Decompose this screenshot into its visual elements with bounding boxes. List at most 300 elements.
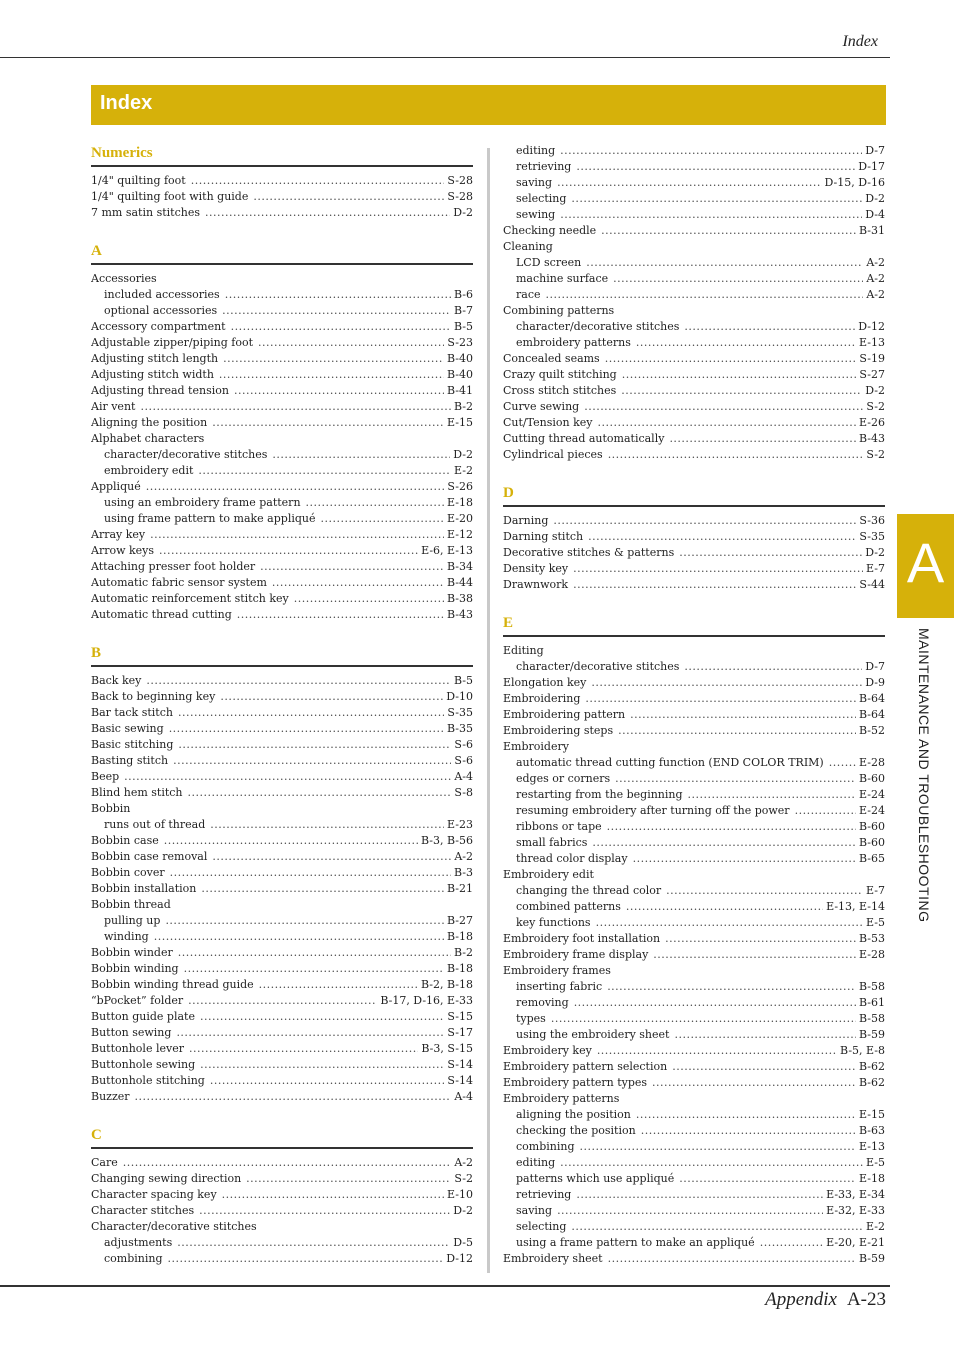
index-entry <box>91 721 473 737</box>
dot-leader <box>259 977 418 993</box>
entry-page: E-10 <box>447 1188 473 1201</box>
dot-leader <box>641 1123 856 1139</box>
dot-leader <box>684 319 855 335</box>
section-gap <box>91 1105 473 1125</box>
entry-text: restarting from the beginning <box>516 788 683 801</box>
entry-page: D-4 <box>865 208 885 221</box>
entry-text: character/decorative stitches <box>516 660 680 673</box>
index-entry <box>91 753 473 769</box>
index-entry <box>91 335 473 351</box>
entry-text: Air vent <box>91 400 136 413</box>
entry-page: B-7 <box>453 304 473 317</box>
entry-text: inserting fabric <box>516 980 603 993</box>
dot-leader <box>306 495 445 511</box>
index-entry <box>91 673 473 689</box>
section-heading: D <box>503 483 885 507</box>
entry-page: D-2 <box>453 1204 473 1217</box>
entry-text: “bPocket” folder <box>91 994 184 1007</box>
index-entry <box>91 993 473 1009</box>
entry-text: combined patterns <box>516 900 621 913</box>
dot-leader <box>178 945 451 961</box>
entry-text: Elongation key <box>503 676 587 689</box>
section-heading: B <box>91 643 473 667</box>
entry-text: Adjustable zipper/piping foot <box>91 336 254 349</box>
index-entry <box>91 591 473 607</box>
dot-leader <box>551 1011 856 1027</box>
dot-leader <box>164 833 418 849</box>
index-entry <box>503 739 885 755</box>
dot-leader <box>560 1155 863 1171</box>
dot-leader <box>605 351 857 367</box>
entry-page: S-2 <box>866 400 885 413</box>
entry-page: B-58 <box>858 1012 885 1025</box>
dot-leader <box>201 881 444 897</box>
index-entry <box>503 1075 885 1091</box>
index-entry <box>91 1219 473 1235</box>
entry-page: B-2 <box>453 946 473 959</box>
entry-text: machine surface <box>516 272 609 285</box>
entry-page: D-12 <box>446 1252 473 1265</box>
entry-page: D-7 <box>865 660 885 673</box>
section-heading: E <box>503 613 885 637</box>
entry-text: key functions <box>516 916 591 929</box>
index-entry <box>91 319 473 335</box>
entry-text: Buttonhole lever <box>91 1042 184 1055</box>
entry-page: S-23 <box>447 336 473 349</box>
index-entry <box>503 931 885 947</box>
index-subentry <box>503 175 885 191</box>
entry-text: Embroidery frame display <box>503 948 649 961</box>
dot-leader <box>154 929 444 945</box>
entry-text: Cleaning <box>503 240 553 253</box>
index-subentry <box>503 319 885 335</box>
entry-text: Care <box>91 1156 118 1169</box>
dot-leader <box>124 769 451 785</box>
entry-text: combining <box>516 1140 575 1153</box>
index-entry <box>91 881 473 897</box>
entry-page: B-3, S-15 <box>421 1042 473 1055</box>
entry-text: Aligning the position <box>91 416 208 429</box>
dot-leader <box>237 607 444 623</box>
entry-page: D-9 <box>865 676 885 689</box>
dot-leader <box>760 1235 823 1251</box>
dot-leader <box>553 513 856 529</box>
index-subentry <box>503 1235 885 1251</box>
entry-text: sewing <box>516 208 556 221</box>
dot-leader <box>177 1235 450 1251</box>
section-gap <box>503 593 885 613</box>
index-entry <box>503 1091 885 1107</box>
entry-page: B-21 <box>446 882 473 895</box>
entry-text: Automatic fabric sensor system <box>91 576 267 589</box>
dot-leader <box>636 1107 856 1123</box>
index-subentry <box>91 817 473 833</box>
index-subentry <box>503 883 885 899</box>
page-title: Index <box>100 92 153 114</box>
index-entry <box>503 545 885 561</box>
entry-page: B-3, B-56 <box>421 834 473 847</box>
index-entry <box>503 447 885 463</box>
dot-leader <box>608 1251 856 1267</box>
dot-leader <box>618 723 856 739</box>
dot-leader <box>199 1203 450 1219</box>
index-entry <box>91 479 473 495</box>
dot-leader <box>652 1075 856 1091</box>
index-subentry <box>91 913 473 929</box>
entry-page: E-28 <box>859 756 885 769</box>
entry-text: selecting <box>516 192 567 205</box>
entry-page: B-52 <box>858 724 885 737</box>
dot-leader <box>225 287 451 303</box>
entry-text: removing <box>516 996 569 1009</box>
entry-page: A-2 <box>454 1156 473 1169</box>
entry-page: E-28 <box>859 948 885 961</box>
entry-page: B-62 <box>858 1060 885 1073</box>
entry-text: embroidery edit <box>104 464 194 477</box>
index-entry <box>91 189 473 205</box>
entry-text: Button guide plate <box>91 1010 195 1023</box>
index-entry <box>503 867 885 883</box>
entry-text: Combining patterns <box>503 304 615 317</box>
index-entry <box>503 561 885 577</box>
entry-page: E-13 <box>859 336 885 349</box>
dot-leader <box>150 527 444 543</box>
entry-page: S-8 <box>454 786 473 799</box>
index-entry <box>91 367 473 383</box>
entry-text: Character stitches <box>91 1204 195 1217</box>
index-subentry <box>91 929 473 945</box>
index-subentry <box>503 287 885 303</box>
entry-text: Character/decorative stitches <box>91 1220 257 1233</box>
dot-leader <box>795 803 856 819</box>
entry-page: B-65 <box>858 852 885 865</box>
entry-text: saving <box>516 1204 553 1217</box>
index-entry <box>503 399 885 415</box>
entry-page: B-44 <box>446 576 473 589</box>
dot-leader <box>168 1251 444 1267</box>
dot-leader <box>205 205 450 221</box>
index-entry <box>91 543 473 559</box>
dot-leader <box>146 673 451 689</box>
index-entry <box>91 785 473 801</box>
entry-page: B-60 <box>858 820 885 833</box>
entry-text: Beep <box>91 770 120 783</box>
index-subentry <box>503 979 885 995</box>
index-subentry <box>503 1011 885 1027</box>
entry-page: E-2 <box>866 1220 885 1233</box>
dot-leader <box>146 479 445 495</box>
entry-text: Basting stitch <box>91 754 169 767</box>
entry-page: E-18 <box>859 1172 885 1185</box>
entry-text: Darning stitch <box>503 530 584 543</box>
entry-page: E-7 <box>866 562 885 575</box>
entry-page: A-2 <box>454 850 473 863</box>
dot-leader <box>684 659 862 675</box>
entry-page: E-5 <box>866 1156 885 1169</box>
dot-leader <box>294 591 444 607</box>
dot-leader <box>591 675 862 691</box>
dot-leader <box>321 511 445 527</box>
entry-page: S-14 <box>447 1058 473 1071</box>
entry-text: Basic stitching <box>91 738 174 751</box>
index-column-right <box>503 143 885 1267</box>
index-subentry <box>503 995 885 1011</box>
dot-leader <box>165 913 444 929</box>
index-entry <box>91 173 473 189</box>
entry-text: Embroidery sheet <box>503 1252 603 1265</box>
dot-leader <box>231 319 451 335</box>
index-entry <box>91 271 473 287</box>
entry-text: editing <box>516 144 556 157</box>
index-entry <box>503 513 885 529</box>
entry-page: A-4 <box>454 770 473 783</box>
entry-page: B-41 <box>446 384 473 397</box>
entry-text: Embroidering pattern <box>503 708 626 721</box>
index-subentry <box>503 851 885 867</box>
entry-page: B-53 <box>858 932 885 945</box>
running-header: Index <box>842 33 878 50</box>
dot-leader <box>573 561 863 577</box>
index-entry <box>91 1171 473 1187</box>
dot-leader <box>184 961 444 977</box>
index-entry <box>91 399 473 415</box>
index-subentry <box>503 1203 885 1219</box>
footer-rule <box>0 1285 890 1287</box>
entry-text: Darning <box>503 514 549 527</box>
entry-page: B-63 <box>858 1124 885 1137</box>
entry-text: Buzzer <box>91 1090 130 1103</box>
index-entry <box>91 559 473 575</box>
dot-leader <box>621 383 862 399</box>
index-subentry <box>503 803 885 819</box>
entry-text: 1/4" quilting foot with guide <box>91 190 249 203</box>
page-number: A-23 <box>846 1289 886 1310</box>
entry-page: S-14 <box>447 1074 473 1087</box>
column-divider <box>487 148 490 1273</box>
dot-leader <box>210 817 444 833</box>
dot-leader <box>586 255 863 271</box>
entry-page: B-38 <box>446 592 473 605</box>
index-entry <box>503 691 885 707</box>
index-entry <box>91 897 473 913</box>
index-subentry <box>91 495 473 511</box>
index-subentry <box>503 787 885 803</box>
entry-text: Concealed seams <box>503 352 600 365</box>
index-entry <box>503 529 885 545</box>
index-subentry <box>91 287 473 303</box>
entry-page: D-2 <box>865 384 885 397</box>
entry-text: Adjusting stitch length <box>91 352 219 365</box>
index-subentry <box>503 143 885 159</box>
entry-page: E-24 <box>859 788 885 801</box>
entry-text: runs out of thread <box>104 818 206 831</box>
dot-leader <box>592 835 856 851</box>
entry-text: Density key <box>503 562 569 575</box>
entry-text: Buttonhole stitching <box>91 1074 205 1087</box>
entry-text: small fabrics <box>516 836 588 849</box>
index-entry <box>91 705 473 721</box>
index-entry <box>91 1041 473 1057</box>
index-subentry <box>503 1187 885 1203</box>
entry-page: D-7 <box>865 144 885 157</box>
entry-text: Buttonhole sewing <box>91 1058 196 1071</box>
index-entry <box>91 865 473 881</box>
entry-page: D-2 <box>453 206 473 219</box>
dot-leader <box>219 367 444 383</box>
entry-page: D-17 <box>858 160 885 173</box>
entry-text: character/decorative stitches <box>516 320 680 333</box>
entry-page: E-12 <box>447 528 473 541</box>
index-subentry <box>503 1139 885 1155</box>
entry-page: B-64 <box>858 708 885 721</box>
entry-text: Checking needle <box>503 224 597 237</box>
footer-section: Appendix <box>765 1289 837 1310</box>
entry-page: E-15 <box>447 416 473 429</box>
dot-leader <box>188 993 377 1009</box>
entry-text: Cut/Tension key <box>503 416 593 429</box>
entry-text: Bobbin thread <box>91 898 171 911</box>
index-subentry <box>503 819 885 835</box>
entry-page: B-34 <box>446 560 473 573</box>
entry-text: Editing <box>503 644 544 657</box>
entry-text: Attaching presser foot holder <box>91 560 256 573</box>
index-subentry <box>91 511 473 527</box>
index-entry <box>91 351 473 367</box>
index-column-left <box>91 143 473 1267</box>
dot-leader <box>220 689 443 705</box>
index-entry <box>503 415 885 431</box>
entry-text: optional accessories <box>104 304 218 317</box>
dot-leader <box>630 707 856 723</box>
index-entry <box>503 1059 885 1075</box>
entry-page: B-6 <box>453 288 473 301</box>
dot-leader <box>584 399 863 415</box>
entry-text: ribbons or tape <box>516 820 602 833</box>
dot-leader <box>188 785 452 801</box>
dot-leader <box>198 463 451 479</box>
entry-page: B-27 <box>446 914 473 927</box>
index-entry <box>91 833 473 849</box>
entry-page: B-5, E-8 <box>840 1044 885 1057</box>
index-entry <box>91 1155 473 1171</box>
index-subentry <box>503 1219 885 1235</box>
index-entry <box>91 205 473 221</box>
entry-page: B-40 <box>446 352 473 365</box>
entry-text: Button sewing <box>91 1026 172 1039</box>
entry-text: using a frame pattern to make an appliqué <box>516 1236 755 1249</box>
dot-leader <box>200 1057 444 1073</box>
index-entry <box>503 963 885 979</box>
dot-leader <box>607 819 856 835</box>
index-entry <box>503 947 885 963</box>
entry-page: B-5 <box>453 320 473 333</box>
index-entry <box>91 977 473 993</box>
index-subentry <box>503 755 885 771</box>
index-entry <box>91 1187 473 1203</box>
entry-text: 1/4" quilting foot <box>91 174 186 187</box>
entry-page: B-18 <box>446 962 473 975</box>
index-subentry <box>503 255 885 271</box>
entry-text: thread color display <box>516 852 628 865</box>
dot-leader <box>170 865 451 881</box>
chapter-tab <box>897 514 954 618</box>
entry-text: Bobbin winding <box>91 962 179 975</box>
entry-page: B-61 <box>858 996 885 1009</box>
index-entry <box>91 1203 473 1219</box>
index-entry <box>503 1251 885 1267</box>
dot-leader <box>666 883 863 899</box>
section-gap <box>91 221 473 241</box>
entry-page: B-59 <box>858 1028 885 1041</box>
entry-text: Arrow keys <box>91 544 155 557</box>
entry-text: retrieving <box>516 160 572 173</box>
entry-text: Back to beginning key <box>91 690 216 703</box>
index-subentry <box>503 659 885 675</box>
index-entry <box>91 415 473 431</box>
entry-text: Cylindrical pieces <box>503 448 603 461</box>
entry-text: automatic thread cutting function (END COLOR TRIM) <box>516 756 824 769</box>
index-entry <box>91 575 473 591</box>
dot-leader <box>622 367 857 383</box>
entry-page: B-62 <box>858 1076 885 1089</box>
entry-text: Bobbin cover <box>91 866 165 879</box>
index-subentry <box>503 1171 885 1187</box>
entry-text: Blind hem stitch <box>91 786 183 799</box>
entry-page: D-10 <box>446 690 473 703</box>
entry-text: included accessories <box>104 288 220 301</box>
entry-text: Back key <box>91 674 142 687</box>
index-entry <box>503 431 885 447</box>
index-entry <box>503 383 885 399</box>
entry-text: winding <box>104 930 149 943</box>
entry-text: edges or corners <box>516 772 611 785</box>
index-subentry <box>503 159 885 175</box>
page-footer <box>765 1289 886 1311</box>
entry-text: retrieving <box>516 1188 572 1201</box>
entry-text: Embroidery frames <box>503 964 611 977</box>
entry-page: E-13, E-14 <box>826 900 885 913</box>
index-entry <box>91 769 473 785</box>
dot-leader <box>246 1171 451 1187</box>
index-subentry <box>503 1123 885 1139</box>
dot-leader <box>597 1043 837 1059</box>
dot-leader <box>258 335 444 351</box>
entry-page: E-5 <box>866 916 885 929</box>
entry-text: Embroidering steps <box>503 724 614 737</box>
entry-text: aligning the position <box>516 1108 631 1121</box>
dot-leader <box>576 1187 823 1203</box>
entry-text: Bobbin <box>91 802 131 815</box>
dot-leader <box>173 753 451 769</box>
entry-page: S-17 <box>447 1026 473 1039</box>
entry-text: Curve sewing <box>503 400 580 413</box>
index-subentry <box>91 303 473 319</box>
entry-page: E-13 <box>859 1140 885 1153</box>
index-entry <box>503 239 885 255</box>
index-subentry <box>503 1155 885 1171</box>
entry-page: S-35 <box>859 530 885 543</box>
entry-text: Accessory compartment <box>91 320 226 333</box>
dot-leader <box>829 755 856 771</box>
entry-page: S-27 <box>859 368 885 381</box>
dot-leader <box>585 691 856 707</box>
entry-page: D-5 <box>453 1236 473 1249</box>
dot-leader <box>669 431 856 447</box>
dot-leader <box>573 577 856 593</box>
entry-page: D-12 <box>858 320 885 333</box>
entry-page: E-20, E-21 <box>826 1236 885 1249</box>
index-entry <box>503 303 885 319</box>
